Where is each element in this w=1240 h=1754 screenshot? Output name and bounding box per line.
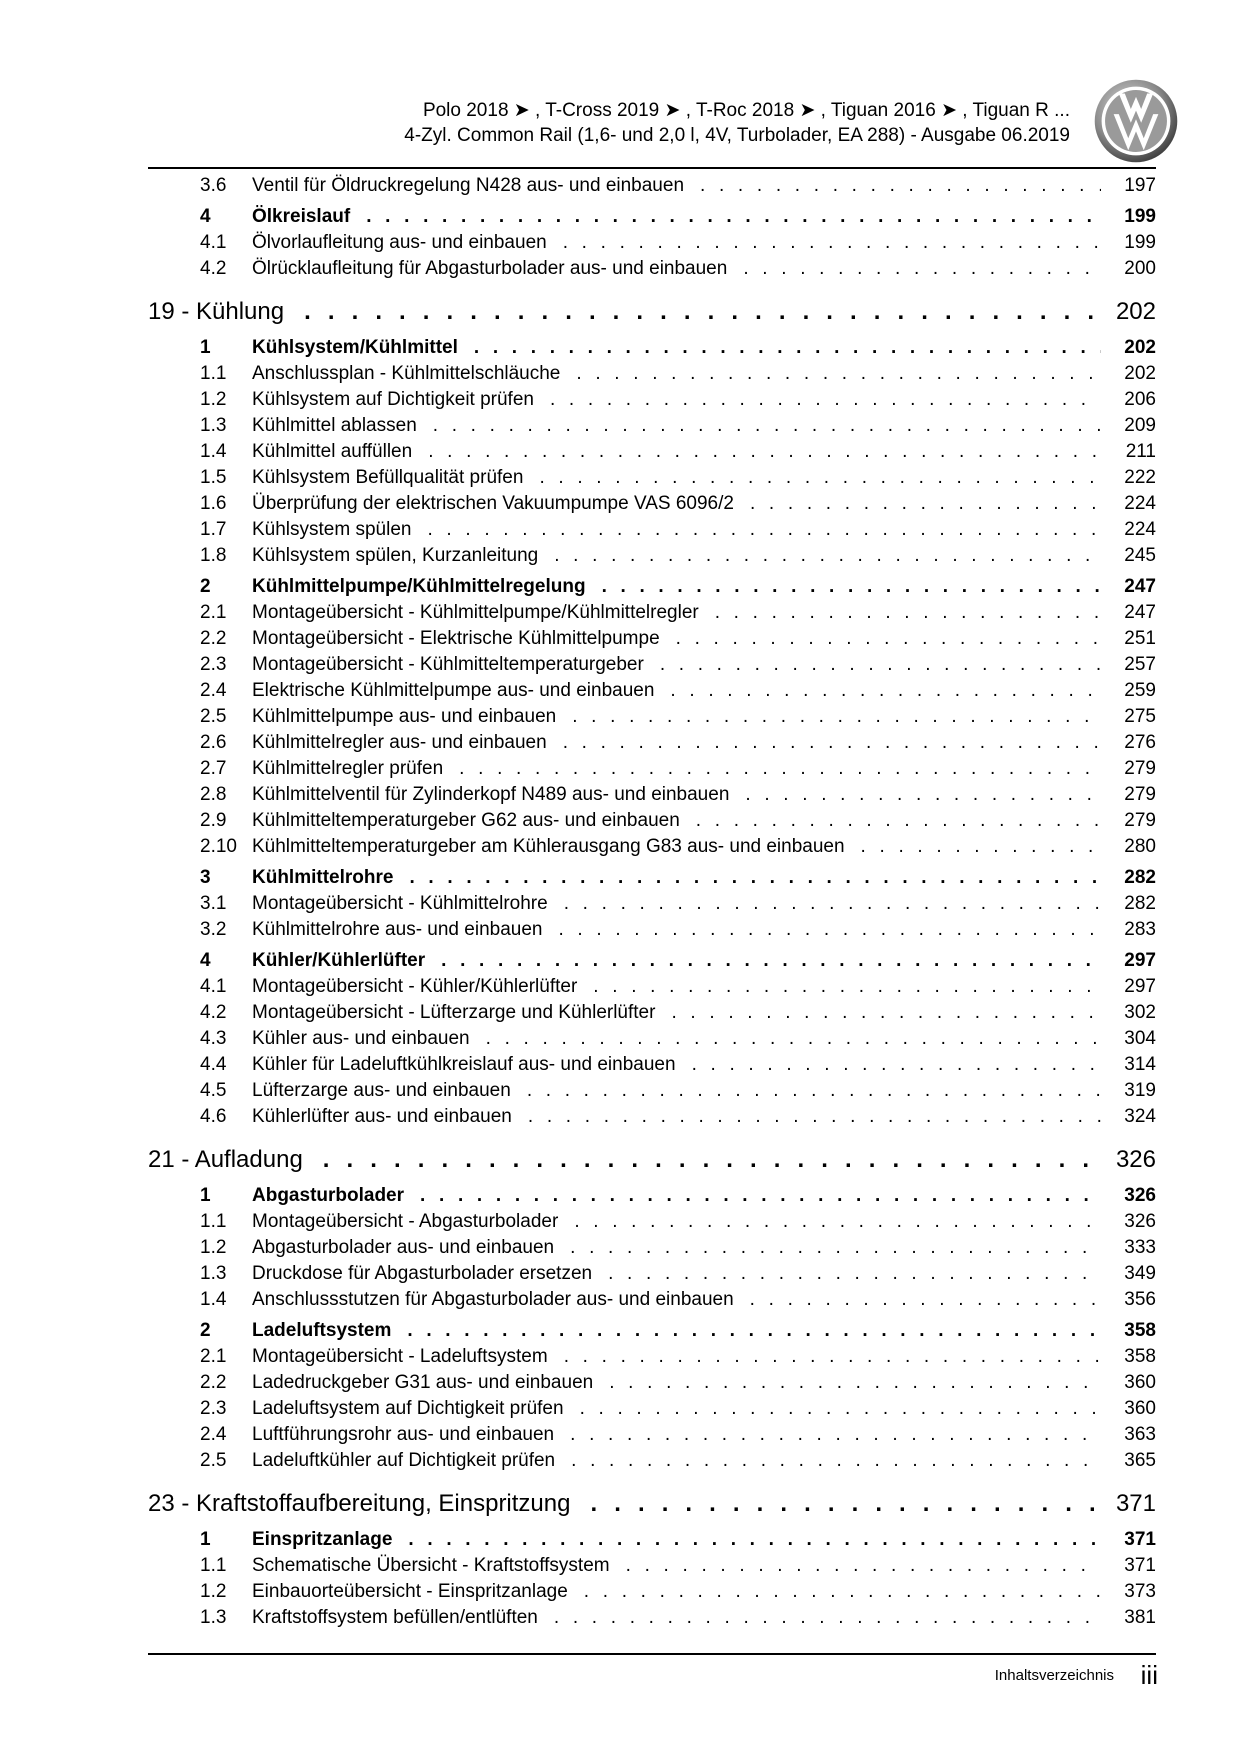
toc-entry-number: 3 [200,867,211,888]
toc-page-number: 333 [1124,1237,1156,1258]
toc-entry-title: Lüfterzarge aus- und einbauen [252,1080,511,1101]
toc-entry-title: Kühlsystem Befüllqualität prüfen [252,467,524,488]
toc-entry-number: 1.3 [200,1263,227,1284]
vw-logo-icon [1093,78,1179,164]
dot-leader [590,1490,1101,1518]
toc-entry-title: Überprüfung der elektrischen Vakuumpumpe VAS 6096/2 [252,493,734,514]
toc-sub-row[interactable] [148,258,1156,284]
dot-leader [408,1529,1101,1551]
toc-entry-title: Ladeluftsystem [252,1320,392,1341]
dot-leader [861,836,1101,858]
dot-leader [304,298,1101,326]
toc-entry-number: 4.4 [200,1054,227,1075]
header-divider [148,167,1156,169]
toc-entry-number: 2.8 [200,784,227,805]
toc-sub-row[interactable] [148,467,1156,493]
toc-entry-number: 1.1 [200,1555,227,1576]
toc-sub-row[interactable] [148,1450,1156,1476]
dot-leader [660,654,1101,676]
toc-entry-number: 2.3 [200,1398,227,1419]
toc-sub-row[interactable] [148,1398,1156,1424]
dot-leader [584,1581,1101,1603]
toc-section-row[interactable] [148,950,1156,976]
toc-page-number: 200 [1124,258,1156,279]
toc-sub-row[interactable] [148,758,1156,784]
toc-entry-title: Montageübersicht - Elektrische Kühlmittelpumpe [252,628,660,649]
toc-sub-row[interactable] [148,1237,1156,1263]
toc-page-number: 257 [1124,654,1156,675]
dot-leader [407,1320,1101,1342]
toc-sub-row[interactable] [148,415,1156,441]
toc-chapter-row[interactable] [148,1484,1156,1524]
toc-entry-number: 3.2 [200,919,227,940]
dot-leader [602,576,1101,598]
toc-page-number: 199 [1124,206,1156,227]
toc-entry-number: 1.3 [200,1607,227,1628]
dot-leader [554,1607,1101,1629]
toc-entry-number: 2.5 [200,706,227,727]
toc-entry-title: Druckdose für Abgasturbolader ersetzen [252,1263,593,1284]
toc-entry-title: Kühlmittelventil für Zylinderkopf N489 aus- und einbauen [252,784,730,805]
toc-entry-title: Kühlmittelregler aus- und einbauen [252,732,547,753]
toc-sub-row[interactable] [148,1607,1156,1633]
toc-sub-row[interactable] [148,363,1156,389]
toc-entry-number: 1.6 [200,493,227,514]
toc-page-number: 365 [1124,1450,1156,1471]
toc-entry-number: 4 [200,206,211,227]
dot-leader [459,758,1101,780]
toc-page-number: 206 [1124,389,1156,410]
dot-leader [593,976,1101,998]
toc-page-number: 251 [1124,628,1156,649]
toc-page-number: 276 [1124,732,1156,753]
toc-sub-row[interactable] [148,1028,1156,1054]
toc-section-row[interactable] [148,867,1156,893]
toc-entry-number: 2.6 [200,732,227,753]
dot-leader [700,175,1101,197]
toc-entry-title: Ventil für Öldruckregelung N428 aus- und einbauen [252,175,685,196]
dot-leader [580,1398,1101,1420]
dot-leader [427,519,1101,541]
toc-entry-title: Einbauorteübersicht - Einspritzanlage [252,1581,568,1602]
toc-entry-title: 21 - Aufladung [148,1146,303,1173]
dot-leader [576,363,1101,385]
dot-leader [474,337,1101,359]
toc-page-number: 275 [1124,706,1156,727]
toc-sub-row[interactable] [148,919,1156,945]
toc-chapter-row[interactable] [148,292,1156,332]
toc-chapter-row[interactable] [148,1140,1156,1180]
toc-page-number: 324 [1124,1106,1156,1127]
toc-sub-row[interactable] [148,1080,1156,1106]
dot-leader [558,919,1101,941]
toc-section-row[interactable] [148,1185,1156,1211]
toc-entry-number: 2.10 [200,836,237,857]
toc-entry-number: 2 [200,576,211,597]
dot-leader [550,389,1101,411]
toc-page-number: 356 [1124,1289,1156,1310]
toc-entry-title: Montageübersicht - Kühler/Kühlerlüfter [252,976,578,997]
toc-entry-title: Abgasturbolader [252,1185,405,1206]
dot-leader [574,1211,1101,1233]
toc-sub-row[interactable] [148,1054,1156,1080]
toc-entry-title: Kühlmittel auffüllen [252,441,413,462]
toc-sub-row[interactable] [148,784,1156,810]
dot-leader [564,893,1101,915]
toc-entry-title: Kühlsystem spülen, Kurzanleitung [252,545,539,566]
toc-page-number: 224 [1124,493,1156,514]
toc-entry-title: Kühler/Kühlerlüfter [252,950,426,971]
toc-entry-number: 4.6 [200,1106,227,1127]
toc-page-number: 358 [1124,1320,1156,1341]
dot-leader [608,1263,1101,1285]
toc-entry-number: 3.1 [200,893,227,914]
toc-sub-row[interactable] [148,1424,1156,1450]
dot-leader [433,415,1101,437]
toc-sub-row[interactable] [148,732,1156,758]
toc-entry-title: Einspritzanlage [252,1529,393,1550]
toc-entry-number: 2.4 [200,680,227,701]
document-header [150,98,1070,148]
toc-entry-number: 1 [200,1529,211,1550]
toc-page-number: 283 [1124,919,1156,940]
toc-section-row[interactable] [148,206,1156,232]
toc-page-number: 279 [1124,784,1156,805]
toc-entry-number: 4.1 [200,976,227,997]
toc-entry-title: 23 - Kraftstoffaufbereitung, Einspritzung [148,1490,571,1517]
toc-page-number: 211 [1125,441,1156,462]
toc-page-number: 381 [1124,1607,1156,1628]
toc-entry-title: Kühlmittelrohre aus- und einbauen [252,919,543,940]
toc-page-number: 202 [1124,363,1156,384]
toc-entry-title: 19 - Kühlung [148,298,285,325]
toc-entry-title: Kühlmittelrohre [252,867,394,888]
toc-page-number: 360 [1124,1398,1156,1419]
toc-sub-row[interactable] [148,1346,1156,1372]
dot-leader [420,1185,1101,1207]
toc-entry-number: 1.1 [200,363,227,384]
toc-entry-number: 1.3 [200,415,227,436]
toc-entry-number: 4.5 [200,1080,227,1101]
toc-entry-title: Kühlsystem auf Dichtigkeit prüfen [252,389,534,410]
dot-leader [626,1555,1101,1577]
toc-entry-number: 4.2 [200,258,227,279]
toc-entry-number: 2.7 [200,758,227,779]
table-of-contents [148,175,1156,1633]
toc-entry-number: 1.8 [200,545,227,566]
toc-entry-title: Montageübersicht - Kühlmittelrohre [252,893,548,914]
dot-leader [743,258,1101,280]
dot-leader [554,545,1101,567]
dot-leader [486,1028,1101,1050]
toc-page-number: 373 [1124,1581,1156,1602]
toc-sub-row[interactable] [148,706,1156,732]
toc-page-number: 202 [1124,337,1156,358]
header-vehicle-models: Polo 2018 ➤ , T-Cross 2019 ➤ , T-Roc 2018 ➤ , Tiguan 2016 ➤ , Tiguan R ... [422,100,1070,121]
toc-page-number: 304 [1124,1028,1156,1049]
dot-leader [570,1237,1101,1259]
toc-page-number: 247 [1124,576,1156,597]
toc-page-number: 326 [1124,1185,1156,1206]
toc-entry-title: Montageübersicht - Kühlmitteltemperaturgeber [252,654,644,675]
toc-entry-title: Montageübersicht - Kühlmittelpumpe/Kühlmittelregler [252,602,699,623]
dot-leader [750,493,1101,515]
toc-page-number: 349 [1124,1263,1156,1284]
toc-entry-title: Kühlmittelpumpe/Kühlmittelregelung [252,576,586,597]
toc-sub-row[interactable] [148,389,1156,415]
toc-entry-title: Elektrische Kühlmittelpumpe aus- und einbauen [252,680,655,701]
dot-leader [428,441,1101,463]
dot-leader [696,810,1101,832]
toc-sub-row[interactable] [148,836,1156,862]
toc-page-number: 202 [1115,298,1156,325]
dot-leader [609,1372,1101,1394]
toc-sub-row[interactable] [148,441,1156,467]
toc-page-number: 209 [1124,415,1156,436]
toc-sub-row[interactable] [148,654,1156,680]
toc-sub-row[interactable] [148,493,1156,519]
toc-page-number: 280 [1124,836,1156,857]
toc-entry-number: 1.2 [200,1581,227,1602]
toc-sub-row[interactable] [148,1372,1156,1398]
toc-entry-number: 4 [200,950,211,971]
dot-leader [441,950,1101,972]
footer-section-label: Inhaltsverzeichnis [994,1667,1114,1684]
toc-entry-number: 3.6 [200,175,227,196]
toc-entry-number: 1.7 [200,519,227,540]
header-engine-edition: 4-Zyl. Common Rail (1,6- und 2,0 l, 4V, Turbolader, EA 288) - Ausgabe 06.2019 [404,125,1070,146]
toc-sub-row[interactable] [148,893,1156,919]
toc-page-number: 297 [1124,950,1156,971]
toc-entry-title: Kühlerlüfter aus- und einbauen [252,1106,512,1127]
toc-entry-number: 2.2 [200,628,227,649]
toc-section-row[interactable] [148,337,1156,363]
dot-leader [715,602,1101,624]
toc-page-number: 314 [1124,1054,1156,1075]
toc-sub-row[interactable] [148,1106,1156,1132]
toc-entry-number: 1.1 [200,1211,227,1232]
toc-entry-title: Anschlussstutzen für Abgasturbolader aus- und einbauen [252,1289,734,1310]
toc-sub-row[interactable] [148,519,1156,545]
toc-entry-number: 4.2 [200,1002,227,1023]
toc-entry-number: 1.5 [200,467,227,488]
toc-page-number: 259 [1124,680,1156,701]
dot-leader [564,1346,1101,1368]
footer-divider [148,1653,1156,1655]
toc-section-row[interactable] [148,1529,1156,1555]
dot-leader [745,784,1101,806]
toc-entry-title: Montageübersicht - Ladeluftsystem [252,1346,548,1367]
toc-sub-row[interactable] [148,175,1156,201]
toc-sub-row[interactable] [148,1289,1156,1315]
toc-page-number: 224 [1124,519,1156,540]
toc-entry-title: Kühlsystem/Kühlmittel [252,337,458,358]
toc-entry-number: 2.1 [200,1346,227,1367]
toc-entry-number: 1.2 [200,1237,227,1258]
toc-entry-number: 1.4 [200,1289,227,1310]
dot-leader [539,467,1101,489]
dot-leader [692,1054,1101,1076]
toc-page-number: 326 [1124,1211,1156,1232]
toc-entry-number: 4.1 [200,232,227,253]
toc-page-number: 282 [1124,867,1156,888]
toc-entry-title: Ölkreislauf [252,206,351,227]
toc-entry-title: Ladeluftsystem auf Dichtigkeit prüfen [252,1398,564,1419]
toc-page-number: 371 [1124,1555,1156,1576]
toc-page-number: 319 [1124,1080,1156,1101]
toc-sub-row[interactable] [148,628,1156,654]
toc-entry-number: 2.4 [200,1424,227,1445]
toc-entry-number: 2.5 [200,1450,227,1471]
toc-entry-title: Luftführungsrohr aus- und einbauen [252,1424,555,1445]
toc-page-number: 371 [1124,1529,1156,1550]
toc-sub-row[interactable] [148,1555,1156,1581]
toc-entry-title: Kühlmitteltemperaturgeber G62 aus- und einbauen [252,810,680,831]
toc-sub-row[interactable] [148,1581,1156,1607]
toc-page-number: 282 [1124,893,1156,914]
toc-page-number: 199 [1124,232,1156,253]
dot-leader [366,206,1101,228]
toc-entry-title: Abgasturbolader aus- und einbauen [252,1237,555,1258]
toc-entry-number: 1.4 [200,441,227,462]
dot-leader [570,1424,1101,1446]
toc-page-number: 247 [1124,602,1156,623]
dot-leader [670,680,1101,702]
toc-entry-number: 2 [200,1320,211,1341]
toc-sub-row[interactable] [148,1211,1156,1237]
toc-sub-row[interactable] [148,232,1156,258]
toc-page-number: 302 [1124,1002,1156,1023]
toc-page-number: 358 [1124,1346,1156,1367]
toc-entry-title: Kraftstoffsystem befüllen/entlüften [252,1607,538,1628]
toc-page-number: 197 [1124,175,1156,196]
toc-sub-row[interactable] [148,1002,1156,1028]
toc-entry-number: 2.2 [200,1372,227,1393]
toc-entry-number: 2.1 [200,602,227,623]
toc-sub-row[interactable] [148,545,1156,571]
toc-sub-row[interactable] [148,1263,1156,1289]
toc-entry-title: Montageübersicht - Abgasturbolader [252,1211,559,1232]
toc-entry-title: Kühler für Ladeluftkühlkreislauf aus- und einbauen [252,1054,676,1075]
dot-leader [572,706,1101,728]
toc-entry-title: Ölrücklaufleitung für Abgasturbolader aus- und einbauen [252,258,728,279]
toc-sub-row[interactable] [148,976,1156,1002]
toc-entry-title: Kühlmittel ablassen [252,415,417,436]
toc-entry-title: Kühlmittelregler prüfen [252,758,444,779]
dot-leader [323,1146,1101,1174]
toc-section-row[interactable] [148,576,1156,602]
toc-entry-number: 4.3 [200,1028,227,1049]
toc-page-number: 371 [1115,1490,1156,1517]
toc-entry-title: Kühler aus- und einbauen [252,1028,470,1049]
toc-sub-row[interactable] [148,810,1156,836]
dot-leader [571,1450,1101,1472]
toc-entry-title: Kühlmitteltemperaturgeber am Kühlerausgang G83 aus- und einbauen [252,836,845,857]
dot-leader [528,1106,1101,1128]
toc-sub-row[interactable] [148,602,1156,628]
toc-entry-number: 1 [200,1185,211,1206]
toc-entry-number: 1 [200,337,211,358]
toc-entry-title: Ölvorlaufleitung aus- und einbauen [252,232,547,253]
toc-entry-title: Ladedruckgeber G31 aus- und einbauen [252,1372,594,1393]
toc-page-number: 297 [1124,976,1156,997]
toc-entry-number: 1.2 [200,389,227,410]
toc-entry-title: Ladeluftkühler auf Dichtigkeit prüfen [252,1450,556,1471]
toc-entry-title: Montageübersicht - Lüfterzarge und Kühlerlüfter [252,1002,656,1023]
toc-entry-title: Anschlussplan - Kühlmittelschläuche [252,363,561,384]
dot-leader [563,232,1101,254]
dot-leader [563,732,1101,754]
dot-leader [527,1080,1101,1102]
dot-leader [676,628,1101,650]
toc-entry-title: Schematische Übersicht - Kraftstoffsystem [252,1555,610,1576]
toc-section-row[interactable] [148,1320,1156,1346]
toc-page-number: 222 [1124,467,1156,488]
dot-leader [671,1002,1101,1024]
toc-entry-title: Kühlmittelpumpe aus- und einbauen [252,706,557,727]
toc-page-number: 279 [1124,758,1156,779]
toc-entry-number: 2.9 [200,810,227,831]
dot-leader [750,1289,1101,1311]
toc-page-number: 360 [1124,1372,1156,1393]
toc-page-number: 279 [1124,810,1156,831]
toc-entry-number: 2.3 [200,654,227,675]
dot-leader [409,867,1101,889]
toc-entry-title: Kühlsystem spülen [252,519,412,540]
toc-sub-row[interactable] [148,680,1156,706]
footer-page-number: iii [1140,1660,1158,1690]
toc-page-number: 245 [1124,545,1156,566]
toc-page-number: 326 [1115,1146,1156,1173]
toc-page-number: 363 [1124,1424,1156,1445]
